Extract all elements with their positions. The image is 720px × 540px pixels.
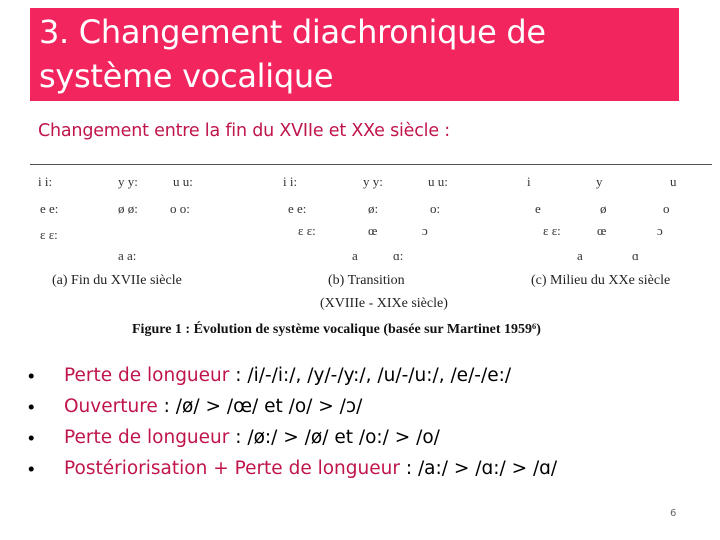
vowel-b-open-o: ɔ	[422, 223, 428, 238]
bullet-detail: : /a:/ > /ɑ:/ > /ɑ/	[399, 458, 558, 479]
vowel-a-e: e e:	[40, 201, 59, 216]
vowel-c-e: e	[535, 201, 541, 216]
vowel-c-i: i	[527, 174, 531, 189]
bullet-list	[28, 360, 557, 484]
bullet-term: Postériorisation + Perte de longueur	[64, 458, 400, 479]
vowel-c-o: o	[663, 201, 670, 216]
page-number: 6	[670, 508, 677, 519]
bullet-item	[28, 391, 557, 422]
slide-subtitle: Changement entre la fin du XVIIe et XXe siècle :	[38, 121, 450, 141]
panel-b-sublabel: (XVIIIe - XIXe siècle)	[320, 296, 448, 311]
figure-caption: Figure 1 : Évolution de système vocalique (basée sur Martinet 1959⁶)	[132, 322, 541, 337]
vowel-b-i: i i:	[283, 174, 298, 189]
vowel-b-y: y y:	[363, 174, 383, 189]
vowel-b-epsilon: ɛ ɛ:	[298, 223, 316, 238]
slide-title-line1: 3. Changement diachronique de	[39, 13, 546, 51]
divider-line	[30, 164, 712, 165]
vowel-b-alpha: ɑ:	[393, 248, 404, 263]
vowel-b-a: a	[352, 248, 358, 263]
vowel-a-epsilon: ɛ ɛ:	[40, 227, 58, 242]
vowel-c-u: u	[670, 174, 677, 189]
bullet-detail: : /ø/ > /œ/ et /o/ > /ɔ/	[157, 396, 363, 417]
vowel-b-u: u u:	[428, 174, 448, 189]
bullet-item	[28, 422, 557, 453]
vowel-b-oe-long: ø:	[368, 201, 379, 216]
vowel-b-oe-open: œ	[368, 223, 378, 238]
vowel-a-y: y y:	[118, 174, 138, 189]
vowel-system-figure	[0, 170, 720, 350]
bullet-detail: : /i/-/i:/, /y/-/y:/, /u/-/u:/, /e/-/e:/	[229, 365, 512, 386]
vowel-c-epsilon: ɛ ɛ:	[543, 223, 561, 238]
slide-title-line2: système vocalique	[39, 57, 334, 95]
panel-b-label: (b) Transition	[328, 273, 405, 288]
bullet-term: Ouverture	[64, 396, 158, 417]
vowel-c-oe: ø	[600, 201, 607, 216]
vowel-a-u: u u:	[173, 174, 193, 189]
vowel-c-a: a	[577, 248, 583, 263]
vowel-a-oe: ø ø:	[118, 201, 138, 216]
vowel-b-o-long: o:	[430, 201, 441, 216]
panel-c-label: (c) Milieu du XXe siècle	[531, 273, 671, 288]
slide-title	[39, 10, 669, 98]
panel-a-label: (a) Fin du XVIIe siècle	[52, 273, 182, 288]
vowel-a-i: i i:	[38, 174, 53, 189]
bullet-item	[28, 453, 557, 484]
vowel-b-e: e e:	[288, 201, 307, 216]
bullet-item	[28, 360, 557, 391]
vowel-a-o: o o:	[170, 201, 190, 216]
vowel-c-oe-open: œ	[597, 223, 607, 238]
bullet-detail: : /ø:/ > /ø/ et /o:/ > /o/	[229, 427, 440, 448]
bullet-term: Perte de longueur	[64, 365, 230, 386]
bullet-term: Perte de longueur	[64, 427, 230, 448]
vowel-c-open-o: ɔ	[657, 223, 663, 238]
vowel-c-y: y	[596, 174, 603, 189]
vowel-a-a: a a:	[118, 248, 137, 263]
vowel-c-alpha: ɑ	[632, 248, 639, 263]
